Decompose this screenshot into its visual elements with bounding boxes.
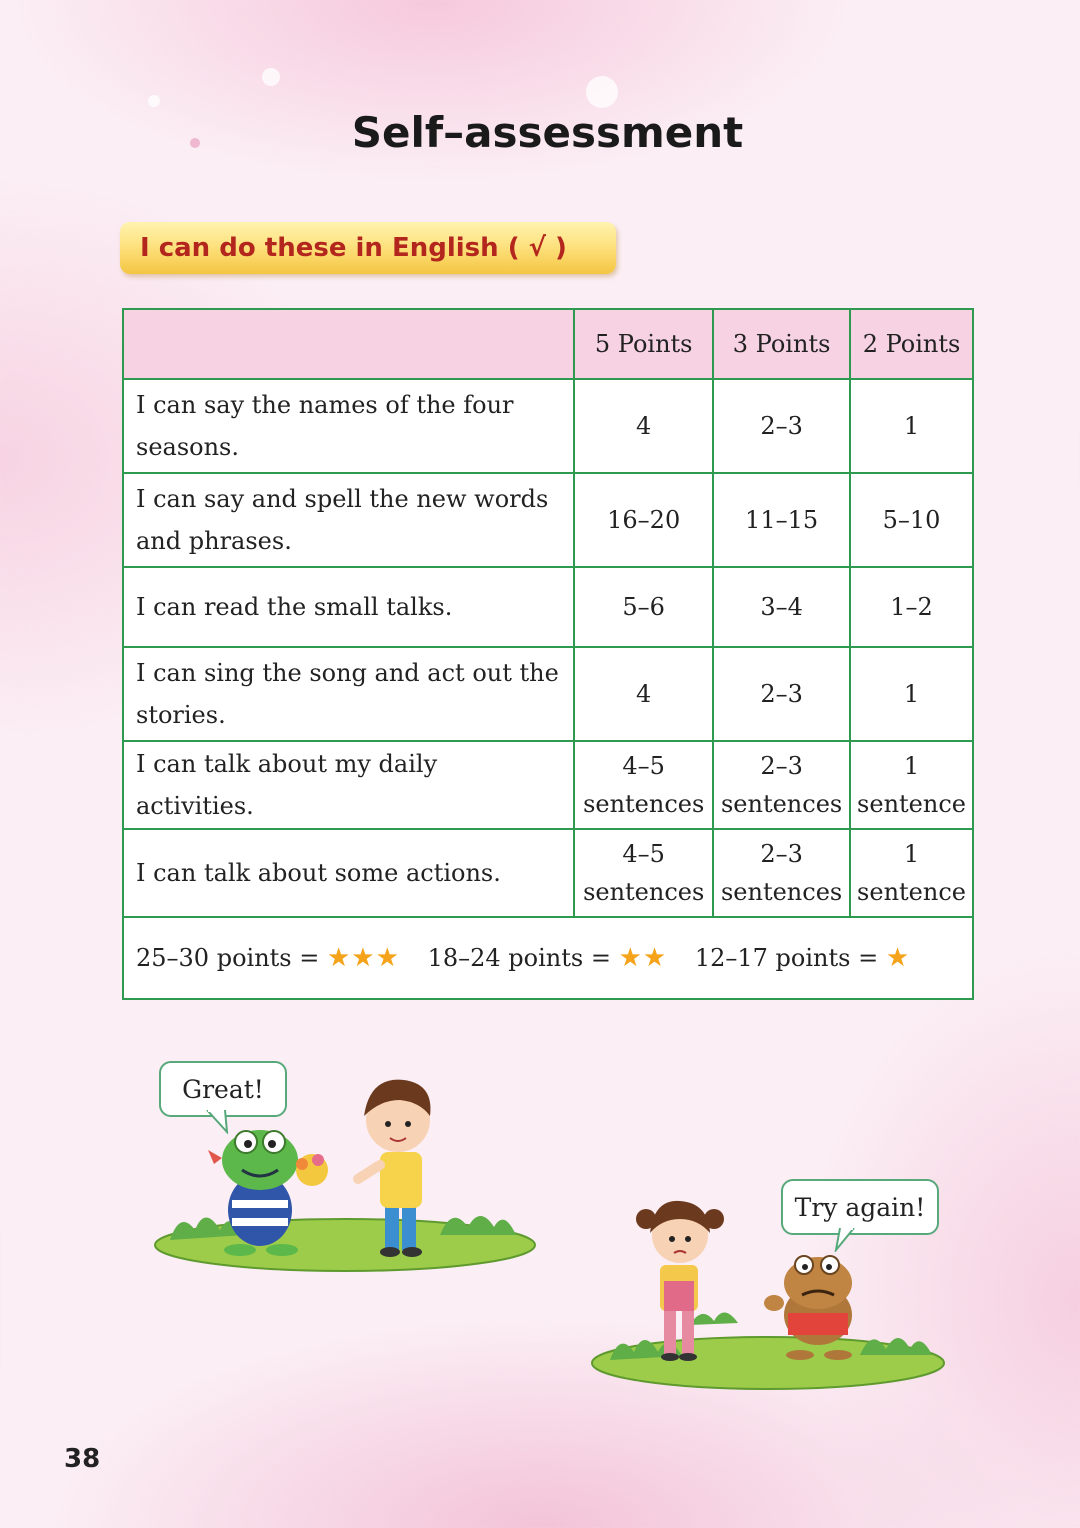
table-row bbox=[123, 829, 973, 917]
row-description: I can talk about some actions. bbox=[123, 829, 574, 917]
section-banner bbox=[120, 222, 616, 274]
table-row bbox=[123, 741, 973, 829]
page-title: Self–assessment bbox=[351, 108, 744, 157]
speech-tail bbox=[832, 1228, 862, 1252]
score-3-star bbox=[136, 944, 408, 972]
scoring-cell bbox=[123, 917, 973, 999]
header-cell: 3 Points bbox=[713, 309, 850, 379]
points-2-cell: 1 bbox=[850, 647, 973, 741]
table-row bbox=[123, 647, 973, 741]
points-2-cell: 1–2 bbox=[850, 567, 973, 647]
row-description: I can read the small talks. bbox=[123, 567, 574, 647]
points-2-cell: 1 bbox=[850, 379, 973, 473]
score-range: 25–30 points = bbox=[136, 944, 320, 972]
points-5-cell: 4–5 sentences bbox=[574, 741, 713, 829]
points-3-cell: 2–3 bbox=[713, 647, 850, 741]
points-5-cell: 4–5 sentences bbox=[574, 829, 713, 917]
points-5-cell: 5–6 bbox=[574, 567, 713, 647]
points-5-cell: 16–20 bbox=[574, 473, 713, 567]
score-1-star bbox=[695, 944, 910, 972]
row-description: I can talk about my daily activities. bbox=[123, 741, 574, 829]
score-range: 12–17 points = bbox=[694, 944, 879, 972]
points-5-cell: 4 bbox=[574, 647, 713, 741]
points-5-cell: 4 bbox=[574, 379, 713, 473]
points-3-cell: 2–3 sentences bbox=[713, 741, 850, 829]
points-3-cell: 3–4 bbox=[713, 567, 850, 647]
speech-text: Great! bbox=[182, 1074, 264, 1104]
points-3-cell: 11–15 bbox=[713, 473, 850, 567]
points-2-cell: 5–10 bbox=[850, 473, 973, 567]
points-2-cell: 1 sentence bbox=[850, 741, 973, 829]
bubble-decoration bbox=[262, 68, 280, 86]
assessment-table bbox=[122, 308, 974, 1000]
header-cell: 5 Points bbox=[574, 309, 713, 379]
speech-bubble-great bbox=[159, 1061, 287, 1117]
banner-text: I can do these in English ( √ ) bbox=[140, 233, 567, 263]
scoring-row bbox=[123, 917, 973, 999]
bubble-decoration bbox=[586, 76, 618, 108]
speech-bubble-try-again bbox=[781, 1179, 939, 1235]
star-icon: ★★ bbox=[618, 943, 668, 973]
header-cell: 2 Points bbox=[850, 309, 973, 379]
speech-tail bbox=[205, 1110, 235, 1134]
star-icon: ★★★ bbox=[327, 943, 400, 973]
points-3-cell: 2–3 bbox=[713, 379, 850, 473]
header-cell bbox=[123, 309, 574, 379]
bubble-decoration bbox=[148, 95, 160, 107]
row-description: I can say and spell the new words and phrases. bbox=[123, 473, 574, 567]
row-description: I can sing the song and act out the stories. bbox=[123, 647, 574, 741]
speech-text: Try again! bbox=[794, 1192, 926, 1222]
table-row bbox=[123, 473, 973, 567]
star-icon: ★ bbox=[885, 943, 911, 973]
row-description: I can say the names of the four seasons. bbox=[123, 379, 574, 473]
table-row bbox=[123, 379, 973, 473]
points-3-cell: 2–3 sentences bbox=[713, 829, 850, 917]
table-header-row bbox=[123, 309, 973, 379]
points-2-cell: 1 sentence bbox=[850, 829, 973, 917]
score-range: 18–24 points = bbox=[427, 944, 611, 972]
table-row bbox=[123, 567, 973, 647]
score-2-star bbox=[428, 944, 675, 972]
page-number: 38 bbox=[64, 1444, 101, 1474]
